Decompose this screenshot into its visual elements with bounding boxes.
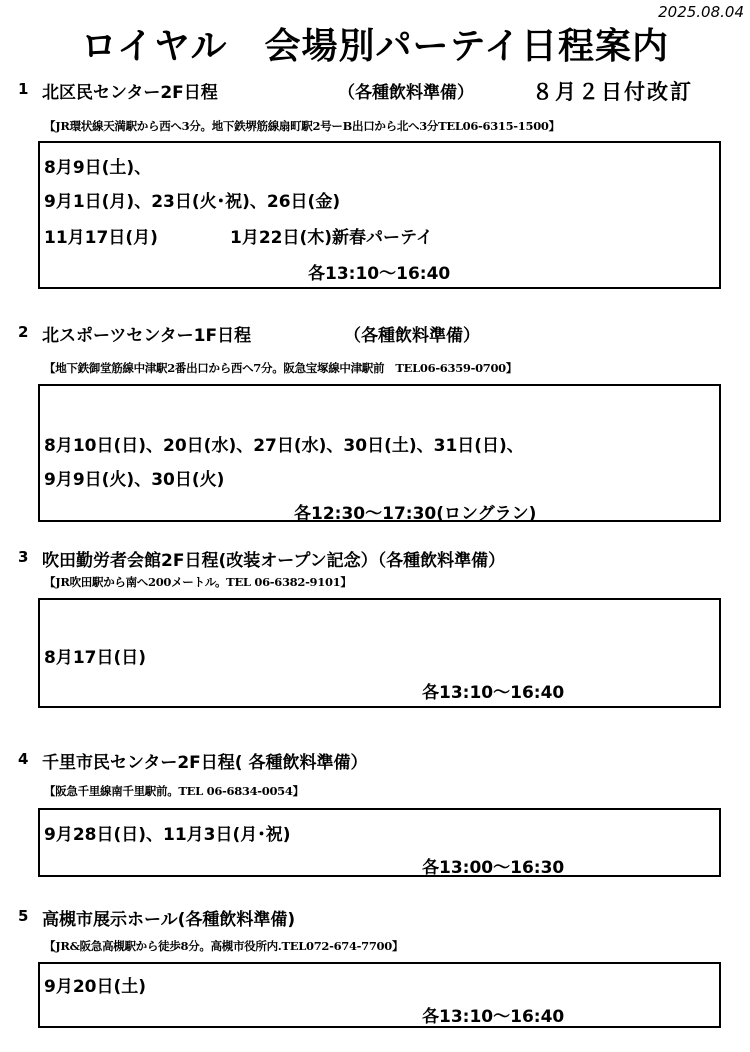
schedule-line: 9月9日(火)、30日(火)	[44, 470, 225, 490]
document-date: 2025.08.04	[658, 3, 744, 21]
revision-note: ８月２日付改訂	[532, 79, 693, 104]
schedule-box	[38, 598, 721, 708]
section-note: （各種飲料準備）	[344, 326, 480, 346]
section-number: 3	[18, 548, 29, 566]
schedule-line: 1月22日(木)新春パーテイ	[230, 228, 433, 248]
schedule-line: 9月28日(日)、11月3日(月･祝)	[44, 825, 291, 845]
section-heading: 高槻市展示ホール(各種飲料準備)	[42, 910, 296, 930]
schedule-line: 9月20日(土)	[44, 977, 147, 997]
access-info: 【JR&阪急高槻駅から徒歩8分。高槻市役所内.TEL072-674-7700】	[44, 939, 404, 953]
schedule-line: 8月9日(土)、	[44, 158, 152, 178]
schedule-box	[38, 962, 721, 1028]
document-title: ロイヤル 会場別パーテイ日程案内	[80, 25, 670, 67]
schedule-box	[38, 808, 721, 877]
schedule-line: 9月1日(月)、23日(火･祝)、26日(金)	[44, 192, 341, 212]
section-heading: 千里市民センター2F日程( 各種飲料準備）	[42, 753, 368, 773]
section-number: 2	[18, 323, 29, 341]
section-number: 1	[18, 80, 29, 98]
section-note: （各種飲料準備）	[338, 83, 474, 103]
access-info: 【JR吹田駅から南へ200メートル。TEL 06-6382-9101】	[44, 575, 352, 589]
section-number: 5	[18, 907, 29, 925]
section-heading: 吹田勤労者会館2F日程(改装オープン記念）（各種飲料準備）	[42, 551, 506, 571]
section-heading: 北区民センター2F日程	[42, 83, 218, 103]
time-range: 各13:00〜16:30	[422, 858, 565, 878]
section-heading: 北スポーツセンター1F日程	[42, 326, 252, 346]
time-range: 各13:10〜16:40	[308, 264, 451, 284]
access-info: 【地下鉄御堂筋線中津駅2番出口から西へ7分。阪急宝塚線中津駅前 TEL06-6359-0700】	[44, 361, 518, 375]
schedule-box	[38, 141, 721, 289]
schedule-box	[38, 384, 721, 522]
schedule-line: 11月17日(月)	[44, 228, 158, 248]
time-range: 各12:30〜17:30(ロングラン)	[294, 504, 537, 524]
section-number: 4	[18, 750, 29, 768]
access-info: 【阪急千里線南千里駅前。TEL 06-6834-0054】	[44, 784, 304, 798]
schedule-line: 8月10日(日)、20日(水)、27日(水)、30日(土)、31日(日)、	[44, 436, 524, 456]
access-info: 【JR環状線天満駅から西へ3分。地下鉄堺筋線扇町駅2号ーB出口から北へ3分TEL06-6315-1500】	[44, 119, 560, 133]
schedule-line: 8月17日(日)	[44, 648, 147, 668]
time-range: 各13:10〜16:40	[422, 683, 565, 703]
time-range: 各13:10〜16:40	[422, 1007, 565, 1027]
